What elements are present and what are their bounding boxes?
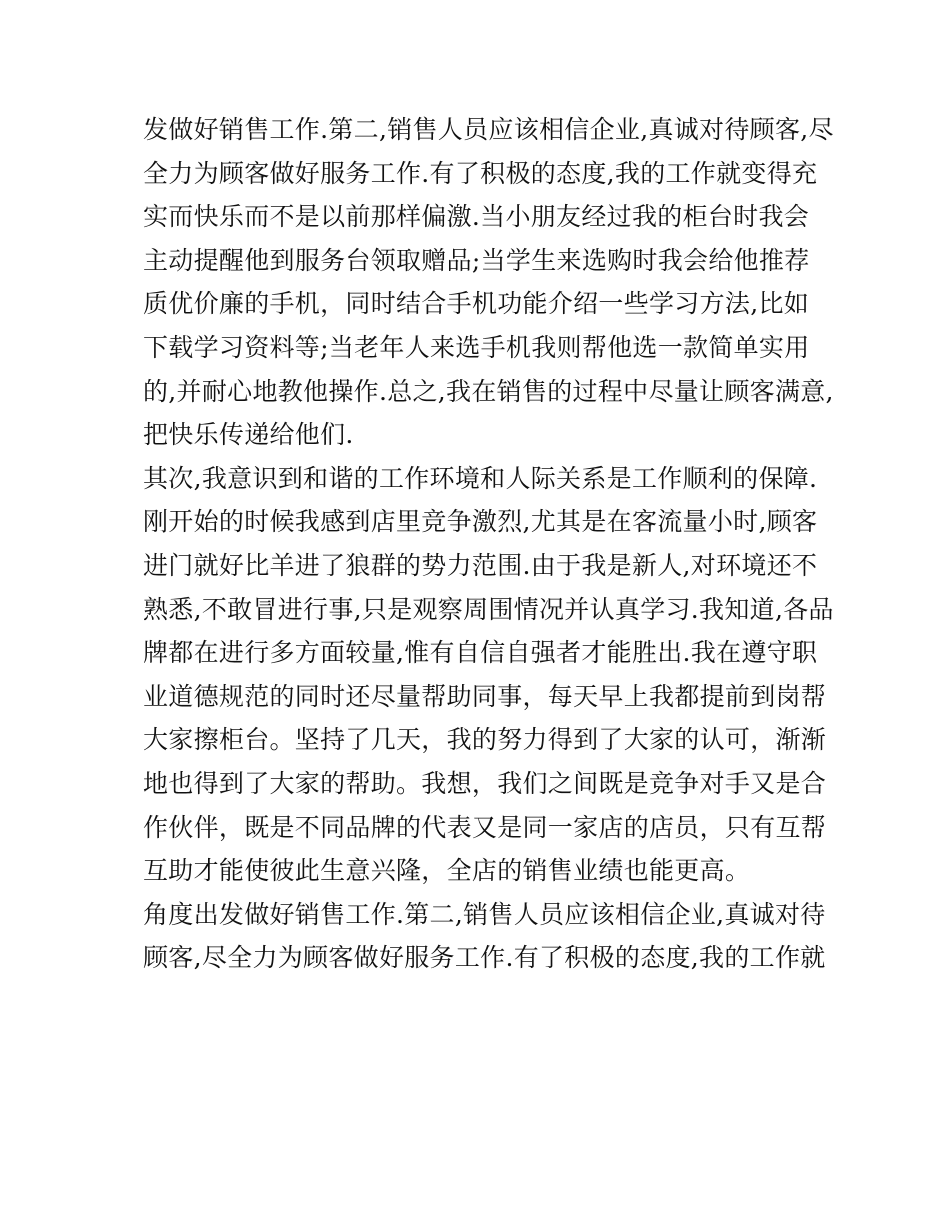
document-body [143,108,834,980]
text-line: 全力为顾客做好服务工作.有了积极的态度,我的工作就变得充 [143,158,818,188]
text-line: 牌都在进行多方面较量,惟有自信自强者才能胜出.我在遵守职 [143,638,818,668]
text-line: 顾客,尽全力为顾客做好服务工作.有了积极的态度,我的工作就 [143,943,826,973]
text-line: 角度出发做好销售工作.第二,销售人员应该相信企业,真诚对待 [143,899,826,929]
text-line: 其次,我意识到和谐的工作环境和人际关系是工作顺利的保障. [143,463,818,493]
text-line: 熟悉,不敢冒进行事,只是观察周围情况并认真学习.我知道,各品 [143,594,834,624]
text-line: 互助才能使彼此生意兴隆，全店的销售业绩也能更高。 [143,856,751,886]
text-line: 的,并耐心地教他操作.总之,我在销售的过程中尽量让顾客满意, [143,376,834,406]
text-line: 把快乐传递给他们. [143,420,354,450]
text-line: 作伙伴，既是不同品牌的代表又是同一家店的店员，只有互帮 [143,812,827,842]
text-line: 质优价廉的手机，同时结合手机功能介绍一些学习方法,比如 [143,289,810,319]
text-line: 发做好销售工作.第二,销售人员应该相信企业,真诚对待顾客,尽 [143,115,834,144]
text-line: 实而快乐而不是以前那样偏激.当小朋友经过我的柜台时我会 [143,202,810,232]
text-line: 下载学习资料等;当老年人来选手机我则帮他选一款简单实用 [143,332,810,362]
text-line: 主动提醒他到服务台领取赠品;当学生来选购时我会给他推荐 [143,245,810,275]
text-line: 地也得到了大家的帮助。我想，我们之间既是竞争对手又是合 [143,768,827,798]
text-line: 刚开始的时候我感到店里竞争激烈,尤其是在客流量小时,顾客 [143,507,818,537]
text-line: 进门就好比羊进了狼群的势力范围.由于我是新人,对环境还不 [143,550,818,580]
text-line: 大家擦柜台。坚持了几天，我的努力得到了大家的认可，渐渐 [143,725,827,755]
text-line: 业道德规范的同时还尽量帮助同事，每天早上我都提前到岗帮 [143,681,827,711]
